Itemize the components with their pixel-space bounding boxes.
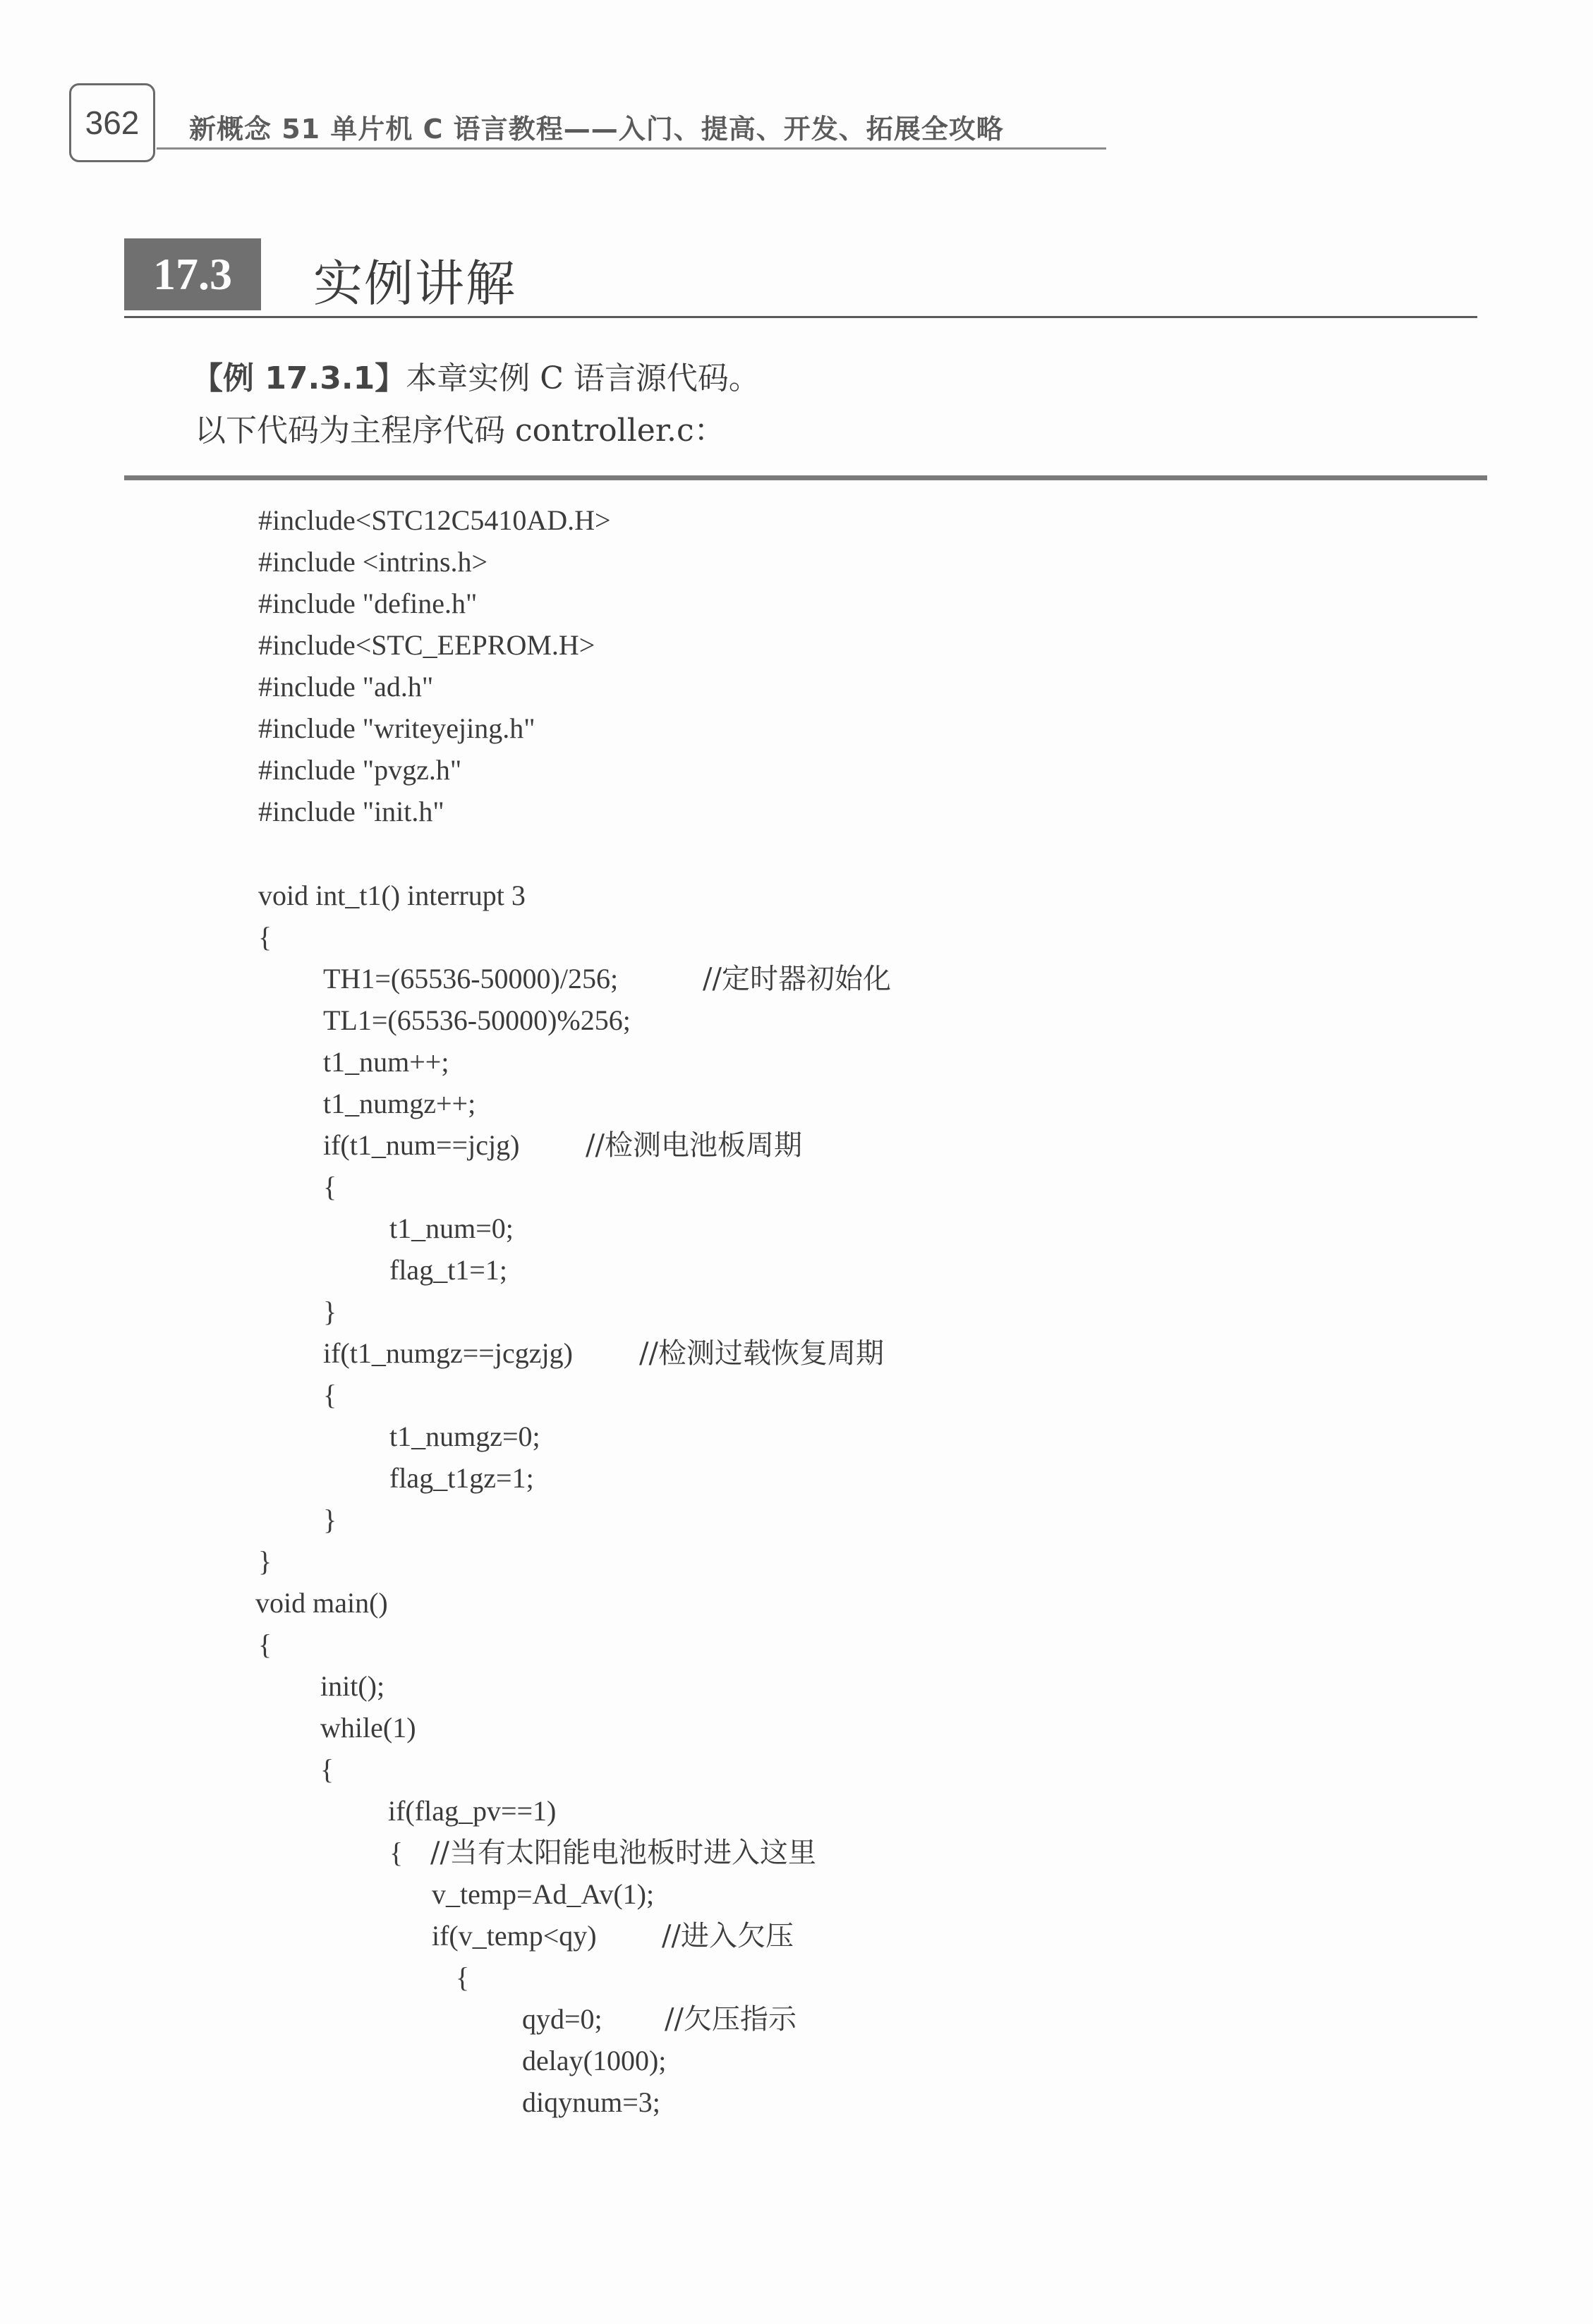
code-line: #include<STC12C5410AD.H> bbox=[258, 504, 611, 536]
code-line: { bbox=[456, 1961, 470, 1993]
code-comment: //欠压指示 bbox=[665, 2003, 796, 2036]
example-text: 本章实例 C 语言源代码。 bbox=[406, 360, 760, 396]
code-line: } bbox=[258, 1545, 272, 1577]
code-line: { bbox=[258, 1629, 272, 1660]
code-line: void main() bbox=[255, 1587, 388, 1619]
code-line: qyd=0; bbox=[522, 2003, 602, 2035]
code-line: init(); bbox=[320, 1670, 385, 1702]
code-line: #include<STC_EEPROM.H> bbox=[258, 629, 595, 661]
code-comment: //当有太阳能电池板时进入这里 bbox=[430, 1837, 816, 1869]
code-line: { bbox=[323, 1171, 337, 1203]
running-title: 新概念 51 单片机 C 语言教程——入门、提高、开发、拓展全攻略 bbox=[189, 114, 1004, 145]
code-line: #include <intrins.h> bbox=[258, 546, 488, 578]
code-comment: //检测电池板周期 bbox=[586, 1129, 802, 1162]
code-line: flag_t1gz=1; bbox=[389, 1462, 534, 1494]
code-line: #include "init.h" bbox=[258, 796, 444, 827]
code-line: if(v_temp<qy) bbox=[432, 1920, 597, 1952]
code-line: while(1) bbox=[320, 1712, 416, 1744]
code-comment: //检测过载恢复周期 bbox=[639, 1337, 884, 1370]
code-line: if(t1_num==jcjg) bbox=[323, 1129, 520, 1161]
code-line: void int_t1() interrupt 3 bbox=[258, 880, 526, 911]
section-title: 实例讲解 bbox=[313, 255, 516, 312]
code-line: t1_numgz=0; bbox=[389, 1420, 540, 1452]
code-line: flag_t1=1; bbox=[389, 1254, 507, 1286]
code-line: { bbox=[320, 1753, 334, 1785]
code-description: 以下代码为主程序代码 controller.c： bbox=[195, 413, 725, 449]
code-line: #include "define.h" bbox=[258, 588, 478, 619]
example-label: 【例 17.3.1】 bbox=[192, 360, 406, 396]
code-line: } bbox=[323, 1504, 337, 1535]
code-line: delay(1000); bbox=[522, 2045, 667, 2076]
code-line: TH1=(65536-50000)/256; bbox=[323, 963, 619, 994]
code-line: #include "ad.h" bbox=[258, 671, 434, 702]
code-line: { bbox=[389, 1837, 404, 1868]
code-line: #include "pvgz.h" bbox=[258, 754, 462, 786]
code-line: { bbox=[323, 1379, 337, 1411]
code-line: TL1=(65536-50000)%256; bbox=[323, 1004, 631, 1036]
code-line: diqynum=3; bbox=[522, 2086, 660, 2118]
code-line: t1_num=0; bbox=[389, 1212, 514, 1244]
section-number: 17.3 bbox=[124, 238, 261, 310]
code-line: t1_num++; bbox=[323, 1046, 449, 1078]
code-line: { bbox=[258, 921, 272, 953]
code-line: if(t1_numgz==jcgzjg) bbox=[323, 1337, 573, 1369]
code-comment: //进入欠压 bbox=[662, 1920, 794, 1952]
page-number: 362 bbox=[69, 83, 155, 162]
code-line: } bbox=[323, 1296, 337, 1327]
code-line: if(flag_pv==1) bbox=[388, 1795, 557, 1827]
code-comment: //定时器初始化 bbox=[703, 963, 891, 995]
code-line: t1_numgz++; bbox=[323, 1088, 476, 1119]
code-line: v_temp=Ad_Av(1); bbox=[432, 1878, 655, 1910]
code-line: #include "writeyejing.h" bbox=[258, 712, 535, 744]
